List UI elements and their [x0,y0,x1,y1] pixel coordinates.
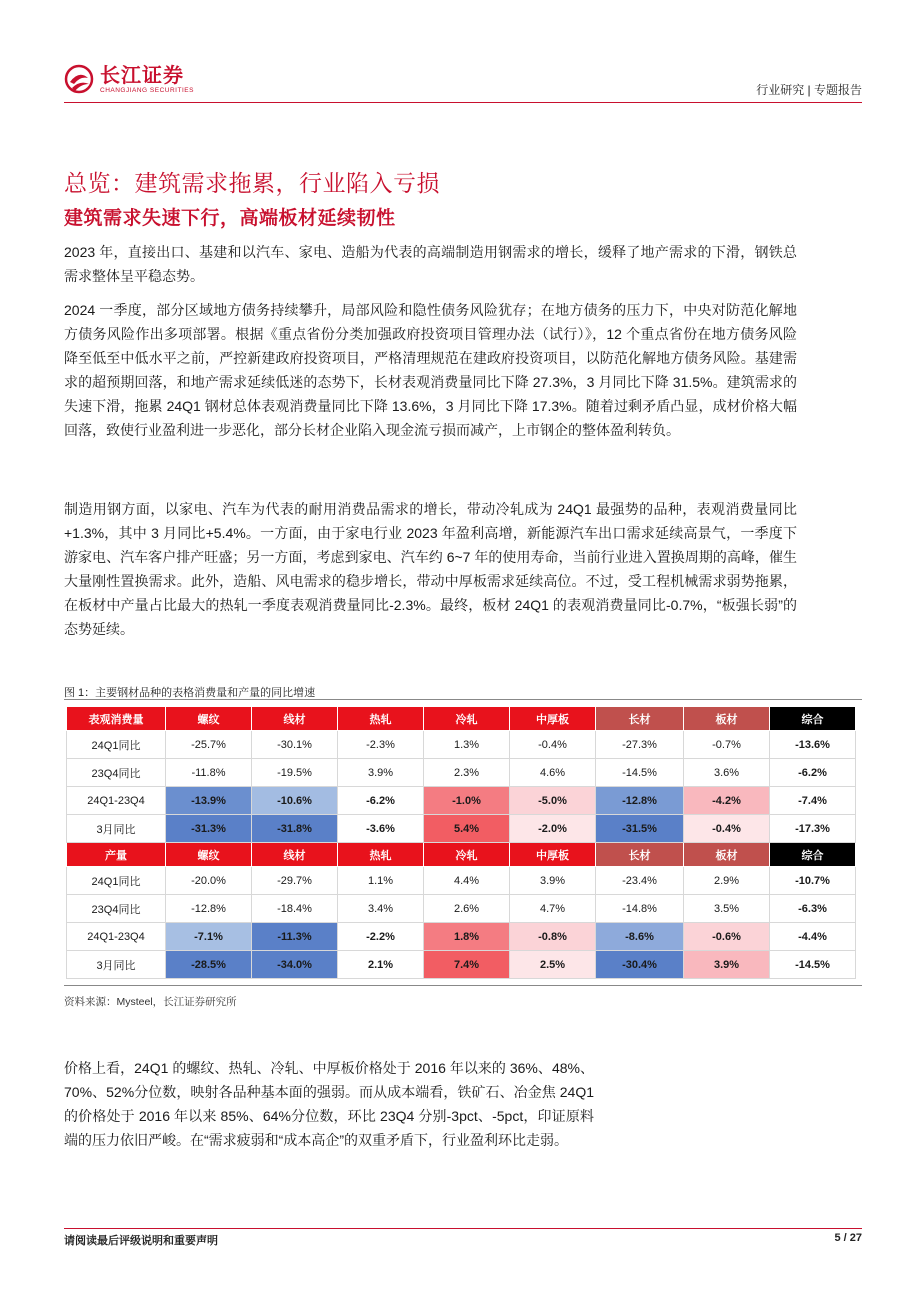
table-cell: -3.6% [338,815,424,843]
table-cell: -5.0% [510,787,596,815]
table-cell: -13.6% [770,731,856,759]
table-cell: 4.4% [424,867,510,895]
table-header-cell: 螺纹 [166,707,252,731]
figure-bottom-rule [64,985,862,986]
table-cell: -34.0% [252,951,338,979]
table-cell: 3.6% [684,759,770,787]
table-header-cell: 线材 [252,843,338,867]
table-cell: 2.5% [510,951,596,979]
table-cell: 4.7% [510,895,596,923]
table-cell: -0.7% [684,731,770,759]
figure-title: 图 1：主要钢材品种的表格消费量和产量的同比增速 [64,687,316,699]
table-cell: 2.1% [338,951,424,979]
table-cell: 3.9% [510,867,596,895]
company-logo [64,64,194,96]
paragraph: 2023 年，直接出口、基建和以汽车、家电、造船为代表的高端制造用钢需求的增长，缓释了地产需求的下滑，钢铁总需求整体呈平稳态势。 [64,244,797,284]
table-cell: -2.0% [510,815,596,843]
table-cell: -27.3% [596,731,684,759]
table-cell: 3.9% [684,951,770,979]
table-cell: -7.1% [166,923,252,951]
table-cell: -0.4% [510,731,596,759]
table-cell: -6.2% [338,787,424,815]
table-row [67,759,856,787]
table-row [67,787,856,815]
figure-top-rule [64,699,862,700]
footer-disclaimer: 请阅读最后评级说明和重要声明 [64,1235,218,1247]
table-header-cell: 冷轧 [424,843,510,867]
table-cell: -18.4% [252,895,338,923]
table-cell: -17.3% [770,815,856,843]
table-cell: -7.4% [770,787,856,815]
table-header-cell: 板材 [684,707,770,731]
steel-growth-table [66,706,856,979]
table-row [67,895,856,923]
table-header-cell: 热轧 [338,843,424,867]
paragraph: 价格上看，24Q1 的螺纹、热轧、冷轧、中厚板价格处于 2016 年以来的 36%、48%、70%、52%分位数，映射各品种基本面的强弱。而从成本端看，铁矿石、冶金焦 24Q1 的价格处于 2016 年以来 85%、64%分位数，环比 23Q4 分别-3pct、-5pct，印证原料端的压力依旧严峻。在“需求疲弱和“成本高企”的双重矛盾下，行业盈利环比走弱。 [64,1060,594,1148]
page-header [64,62,862,102]
table-cell: 1.8% [424,923,510,951]
table-cell: -31.8% [252,815,338,843]
table-cell: 2.9% [684,867,770,895]
footer-divider [64,1228,862,1229]
figure-source: 资料来源：Mysteel，长江证券研究所 [64,996,237,1008]
table-cell: -31.5% [596,815,684,843]
table-cell: -0.4% [684,815,770,843]
table-cell: 3.4% [338,895,424,923]
row-label-cell: 3月同比 [67,951,166,979]
table-cell: 1.1% [338,867,424,895]
table-cell: 2.6% [424,895,510,923]
table-cell: -2.2% [338,923,424,951]
table-cell: 4.6% [510,759,596,787]
table-header-cell: 热轧 [338,707,424,731]
table-cell: -4.4% [770,923,856,951]
table-header-cell: 中厚板 [510,707,596,731]
table-cell: -29.7% [252,867,338,895]
table-row [67,951,856,979]
table-header-cell: 表观消费量 [67,707,166,731]
table-cell: -12.8% [596,787,684,815]
table-cell: -14.8% [596,895,684,923]
table-cell: -19.5% [252,759,338,787]
row-label-cell: 24Q1同比 [67,731,166,759]
table-header-cell: 综合 [770,707,856,731]
table-cell: -8.6% [596,923,684,951]
report-category: 行业研究 | 专题报告 [756,83,862,97]
table-cell: -6.3% [770,895,856,923]
table-cell: -4.2% [684,787,770,815]
table-cell: 3.9% [338,759,424,787]
table-cell: 2.3% [424,759,510,787]
table-cell: -0.8% [510,923,596,951]
table-cell: -2.3% [338,731,424,759]
table-row [67,923,856,951]
table-cell: 5.4% [424,815,510,843]
table-cell: 1.3% [424,731,510,759]
paragraph: 2024 一季度，部分区域地方债务持续攀升，局部风险和隐性债务风险犹存；在地方债务的压力下，中央对防范化解地方债务风险作出多项部署。根据《重点省份分类加强政府投资项目管理办法（试行）》，12 个重点省份在地方债务风险降至低至中低水平之前，严控新建政府投资项目，严格清理规范在建政府投资项目，以防范化解地方债务风险。基建需求的超预期回落，和地产需求延续低迷的态势下，长材表观消费量同比下降 27.3%，3 月同比下降 31.5%。建筑需求的失速下滑，拖累 24Q1 钢材总体表观消费量同比下降 13.6%，3 月同比下降 17.3%。随着过剩矛盾凸显，成材价格大幅回落，致使行业盈利进一步恶化，部分长材企业陷入现金流亏损而减产，上市钢企的整体盈利转负。 [64,302,797,438]
paragraph: 制造用钢方面，以家电、汽车为代表的耐用消费品需求的增长，带动冷轧成为 24Q1 最强势的品种，表观消费量同比+1.3%，其中 3 月同比+5.4%。一方面，由于家电行业 2023 年盈利高增，新能源汽车出口需求延续高景气，一季度下游家电、汽车客户排产旺盛；另一方面，考虑到家电、汽车约 6~7 年的使用寿命，当前行业进入置换周期的高峰，催生大量刚性置换需求。此外，造船、风电需求的稳步增长，带动中厚板需求延续高位。不过，受工程机械需求弱势拖累，在板材中产量占比最大的热轧一季度表观消费量同比-2.3%。最终，板材 24Q1 的表观消费量同比-0.7%，“板强长弱”的态势延续。 [64,501,797,637]
table-header-cell: 螺纹 [166,843,252,867]
row-label-cell: 24Q1同比 [67,867,166,895]
table-cell: -1.0% [424,787,510,815]
table-cell: -10.7% [770,867,856,895]
table-cell: -11.8% [166,759,252,787]
table-cell: -14.5% [596,759,684,787]
table-header-cell: 长材 [596,843,684,867]
row-label-cell: 3月同比 [67,815,166,843]
table-cell: -13.9% [166,787,252,815]
table-cell: -10.6% [252,787,338,815]
table-cell: -30.1% [252,731,338,759]
section-subtitle: 建筑需求失速下行，高端板材延续韧性 [64,208,396,229]
header-divider [64,102,862,103]
page-number: 5 / 27 [834,1232,862,1244]
table-cell: -31.3% [166,815,252,843]
section-title: 总览：建筑需求拖累，行业陷入亏损 [64,170,440,196]
table-cell: -25.7% [166,731,252,759]
table-row [67,815,856,843]
table-cell: -14.5% [770,951,856,979]
table-row [67,867,856,895]
row-label-cell: 24Q1-23Q4 [67,787,166,815]
table-header-cell: 中厚板 [510,843,596,867]
table-cell: -6.2% [770,759,856,787]
table-cell: -20.0% [166,867,252,895]
table-header-cell: 线材 [252,707,338,731]
table-cell: 3.5% [684,895,770,923]
logo-chinese: 长江证券 [100,65,184,87]
table-cell: -23.4% [596,867,684,895]
table-header-row [67,707,856,731]
table-cell: -12.8% [166,895,252,923]
table-cell: -28.5% [166,951,252,979]
table-cell: 7.4% [424,951,510,979]
table-header-cell: 产量 [67,843,166,867]
table-header-cell: 板材 [684,843,770,867]
table-cell: -0.6% [684,923,770,951]
table-header-cell: 冷轧 [424,707,510,731]
logo-mark-icon [64,64,94,96]
table-cell: -11.3% [252,923,338,951]
table-row [67,731,856,759]
table-cell: -30.4% [596,951,684,979]
row-label-cell: 23Q4同比 [67,759,166,787]
logo-english: CHANGJIANG SECURITIES [100,87,194,94]
row-label-cell: 23Q4同比 [67,895,166,923]
table-header-cell: 综合 [770,843,856,867]
table-header-row [67,843,856,867]
row-label-cell: 24Q1-23Q4 [67,923,166,951]
table-header-cell: 长材 [596,707,684,731]
